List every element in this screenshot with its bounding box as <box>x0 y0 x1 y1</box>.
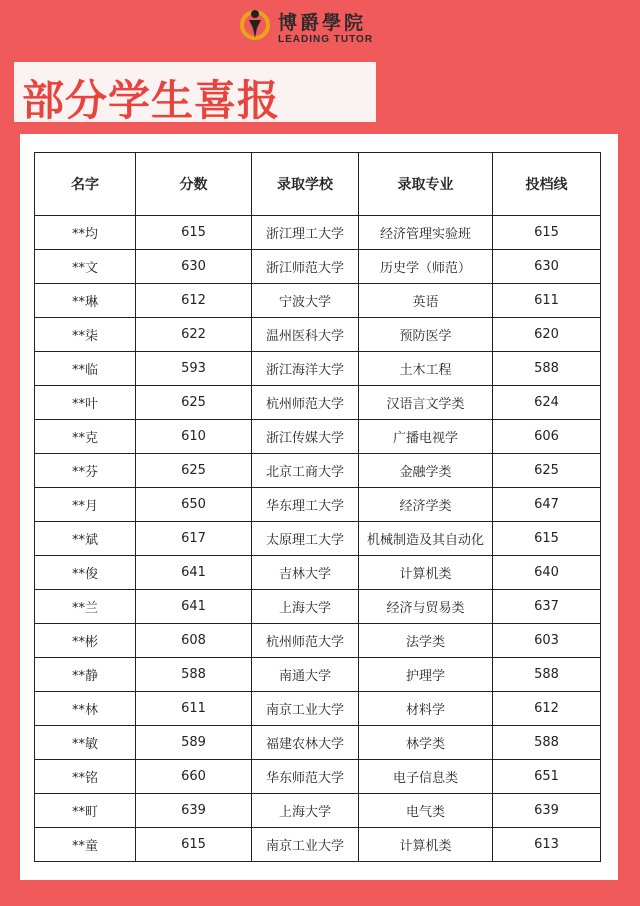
table-row <box>35 386 601 420</box>
cell-cutoff: 640 <box>493 556 601 590</box>
cell-school: 福建农林大学 <box>252 726 359 760</box>
cell-major: 汉语言文学类 <box>359 386 493 420</box>
table-row <box>35 284 601 318</box>
table-row <box>35 522 601 556</box>
cell-school: 温州医科大学 <box>252 318 359 352</box>
cell-score: 588 <box>136 658 252 692</box>
cell-score: 622 <box>136 318 252 352</box>
cell-major: 护理学 <box>359 658 493 692</box>
cell-score: 625 <box>136 454 252 488</box>
cell-name: **均 <box>35 216 136 250</box>
table-row <box>35 250 601 284</box>
cell-major: 材料学 <box>359 692 493 726</box>
cell-name: **斌 <box>35 522 136 556</box>
cell-major: 计算机类 <box>359 828 493 862</box>
cell-cutoff: 612 <box>493 692 601 726</box>
header-major: 录取专业 <box>359 153 493 216</box>
cell-cutoff: 588 <box>493 726 601 760</box>
cell-name: **芬 <box>35 454 136 488</box>
cell-school: 杭州师范大学 <box>252 386 359 420</box>
cell-school: 浙江传媒大学 <box>252 420 359 454</box>
header-school: 录取学校 <box>252 153 359 216</box>
cell-cutoff: 620 <box>493 318 601 352</box>
cell-name: **琳 <box>35 284 136 318</box>
cell-cutoff: 639 <box>493 794 601 828</box>
cell-major: 法学类 <box>359 624 493 658</box>
cell-major: 机械制造及其自动化 <box>359 522 493 556</box>
cell-score: 630 <box>136 250 252 284</box>
cell-name: **林 <box>35 692 136 726</box>
cell-name: **町 <box>35 794 136 828</box>
cell-score: 612 <box>136 284 252 318</box>
admission-results-table <box>34 152 601 862</box>
brand-name-cn: 博爵學院 <box>278 12 367 34</box>
cell-school: 宁波大学 <box>252 284 359 318</box>
cell-cutoff: 625 <box>493 454 601 488</box>
cell-school: 浙江海洋大学 <box>252 352 359 386</box>
cell-score: 611 <box>136 692 252 726</box>
cell-name: **童 <box>35 828 136 862</box>
cell-school: 南京工业大学 <box>252 692 359 726</box>
cell-name: **临 <box>35 352 136 386</box>
cell-cutoff: 588 <box>493 352 601 386</box>
table-row <box>35 556 601 590</box>
cell-score: 639 <box>136 794 252 828</box>
cell-score: 610 <box>136 420 252 454</box>
page-title: 部分学生喜报 <box>22 76 281 125</box>
table-row <box>35 216 601 250</box>
cell-score: 615 <box>136 216 252 250</box>
header-name: 名字 <box>35 153 136 216</box>
table-row <box>35 318 601 352</box>
table-row <box>35 794 601 828</box>
title-banner <box>14 62 376 125</box>
cell-name: **克 <box>35 420 136 454</box>
table-row <box>35 352 601 386</box>
cell-score: 625 <box>136 386 252 420</box>
cell-score: 589 <box>136 726 252 760</box>
table-row <box>35 624 601 658</box>
cell-major: 广播电视学 <box>359 420 493 454</box>
cell-school: 浙江理工大学 <box>252 216 359 250</box>
brand-logo <box>236 8 386 48</box>
header-cutoff: 投档线 <box>493 153 601 216</box>
cell-name: **叶 <box>35 386 136 420</box>
cell-name: **铭 <box>35 760 136 794</box>
cell-cutoff: 630 <box>493 250 601 284</box>
cell-major: 经济管理实验班 <box>359 216 493 250</box>
cell-name: **俊 <box>35 556 136 590</box>
table-body <box>35 216 601 862</box>
cell-cutoff: 613 <box>493 828 601 862</box>
cell-cutoff: 651 <box>493 760 601 794</box>
cell-school: 杭州师范大学 <box>252 624 359 658</box>
cell-cutoff: 603 <box>493 624 601 658</box>
table-header-row <box>35 153 601 216</box>
cell-school: 太原理工大学 <box>252 522 359 556</box>
cell-cutoff: 647 <box>493 488 601 522</box>
cell-name: **敏 <box>35 726 136 760</box>
cell-major: 林学类 <box>359 726 493 760</box>
cell-cutoff: 615 <box>493 522 601 556</box>
table-row <box>35 454 601 488</box>
cell-major: 土木工程 <box>359 352 493 386</box>
cell-score: 650 <box>136 488 252 522</box>
cell-cutoff: 606 <box>493 420 601 454</box>
cell-cutoff: 624 <box>493 386 601 420</box>
cell-score: 641 <box>136 590 252 624</box>
cell-major: 电子信息类 <box>359 760 493 794</box>
cell-school: 华东理工大学 <box>252 488 359 522</box>
cell-school: 南京工业大学 <box>252 828 359 862</box>
cell-major: 预防医学 <box>359 318 493 352</box>
cell-major: 电气类 <box>359 794 493 828</box>
table-row <box>35 488 601 522</box>
table-row <box>35 828 601 862</box>
cell-school: 上海大学 <box>252 794 359 828</box>
table-row <box>35 692 601 726</box>
cell-school: 吉林大学 <box>252 556 359 590</box>
cell-cutoff: 611 <box>493 284 601 318</box>
cell-school: 南通大学 <box>252 658 359 692</box>
cell-major: 经济与贸易类 <box>359 590 493 624</box>
cell-name: **兰 <box>35 590 136 624</box>
cell-school: 上海大学 <box>252 590 359 624</box>
cell-score: 615 <box>136 828 252 862</box>
cell-school: 华东师范大学 <box>252 760 359 794</box>
cell-school: 北京工商大学 <box>252 454 359 488</box>
table-row <box>35 658 601 692</box>
cell-cutoff: 615 <box>493 216 601 250</box>
cell-school: 浙江师范大学 <box>252 250 359 284</box>
cell-major: 经济学类 <box>359 488 493 522</box>
table-row <box>35 726 601 760</box>
cell-major: 历史学（师范） <box>359 250 493 284</box>
results-card <box>20 134 618 880</box>
cell-name: **柒 <box>35 318 136 352</box>
cell-major: 计算机类 <box>359 556 493 590</box>
cell-score: 641 <box>136 556 252 590</box>
cell-name: **静 <box>35 658 136 692</box>
cell-cutoff: 637 <box>493 590 601 624</box>
cell-score: 660 <box>136 760 252 794</box>
header-score: 分数 <box>136 153 252 216</box>
cell-score: 593 <box>136 352 252 386</box>
brand-name-en: LEADING TUTOR <box>278 34 374 45</box>
cell-name: **月 <box>35 488 136 522</box>
cell-name: **彬 <box>35 624 136 658</box>
cell-major: 英语 <box>359 284 493 318</box>
table-row <box>35 420 601 454</box>
cell-cutoff: 588 <box>493 658 601 692</box>
cell-score: 617 <box>136 522 252 556</box>
leading-tutor-emblem-icon <box>240 8 270 44</box>
cell-major: 金融学类 <box>359 454 493 488</box>
table-row <box>35 760 601 794</box>
cell-score: 608 <box>136 624 252 658</box>
cell-name: **文 <box>35 250 136 284</box>
table-row <box>35 590 601 624</box>
